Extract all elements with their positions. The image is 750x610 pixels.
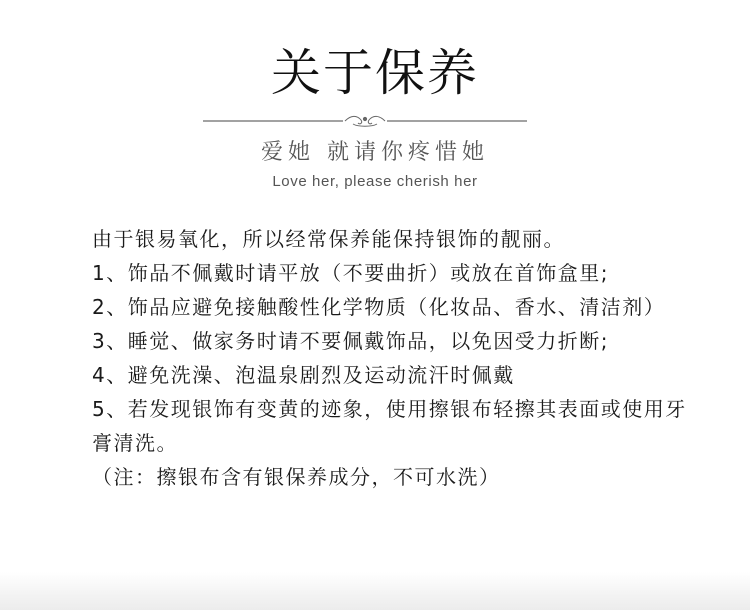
flourish-icon [345, 116, 385, 126]
subtitle-english: Love her, please cherish her [272, 173, 478, 190]
care-item-4: 4、避免洗澡、泡温泉剧烈及运动流汗时佩戴 [92, 363, 515, 387]
subtitle-chinese: 爱她 就请你疼惜她 [261, 140, 489, 165]
bottom-shadow-band [0, 572, 750, 610]
care-note: （注：擦银布含有银保养成分，不可水洗） [92, 465, 501, 489]
care-item-2: 2、饰品应避免接触酸性化学物质（化妆品、香水、清洁剂） [92, 295, 666, 319]
care-item-1: 1、饰品不佩戴时请平放（不要曲折）或放在首饰盒里; [92, 261, 609, 285]
care-instructions [92, 222, 692, 494]
care-item-5: 5、若发现银饰有变黄的迹象，使用擦银布轻擦其表面或使用牙膏清洗。 [92, 397, 687, 455]
intro-text: 由于银易氧化，所以经常保养能保持银饰的靓丽。 [92, 227, 565, 251]
care-item-3: 3、睡觉、做家务时请不要佩戴饰品，以免因受力折断; [92, 329, 609, 353]
page-title: 关于保养 [271, 44, 479, 102]
ornamental-divider [203, 112, 527, 130]
